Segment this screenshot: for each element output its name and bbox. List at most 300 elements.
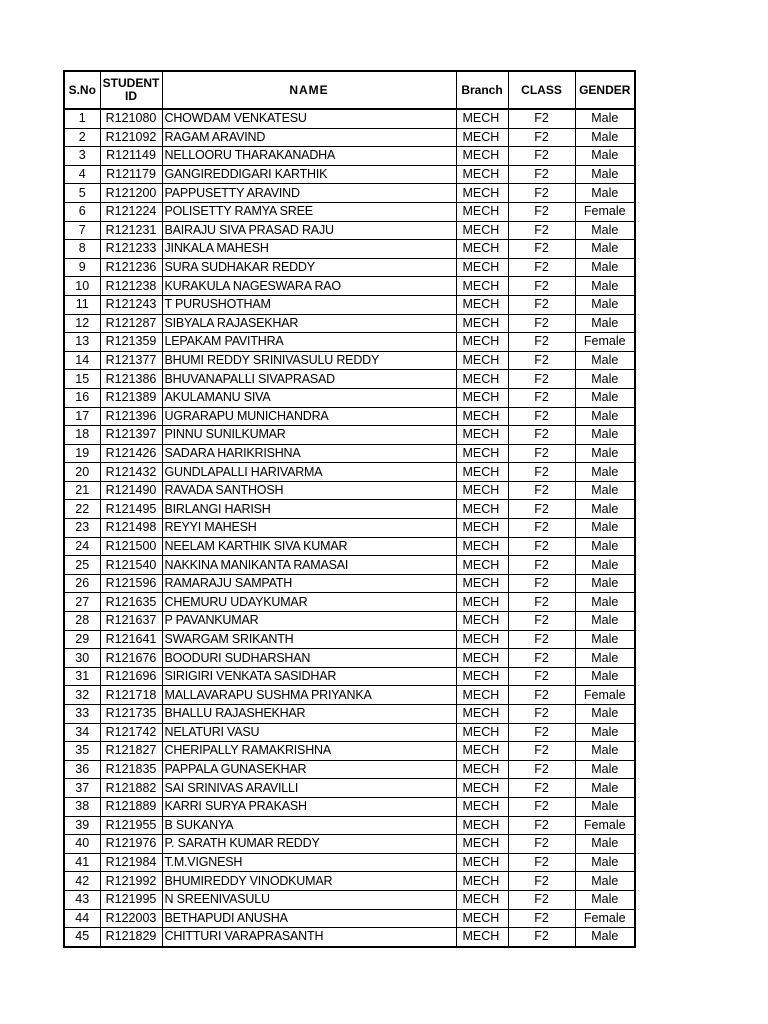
student-list-table xyxy=(63,70,636,948)
cell-student-id: R121742 xyxy=(100,723,162,742)
cell-student-id: R121377 xyxy=(100,351,162,370)
cell-gender: Male xyxy=(575,890,635,909)
cell-name: BETHAPUDI ANUSHA xyxy=(162,909,456,928)
cell-student-id: R121490 xyxy=(100,481,162,500)
cell-sno: 6 xyxy=(64,202,100,221)
cell-class: F2 xyxy=(508,686,575,705)
cell-gender: Male xyxy=(575,165,635,184)
cell-branch: MECH xyxy=(456,556,508,575)
cell-class: F2 xyxy=(508,165,575,184)
cell-gender: Male xyxy=(575,556,635,575)
cell-class: F2 xyxy=(508,109,575,128)
cell-student-id: R121827 xyxy=(100,742,162,761)
cell-gender: Male xyxy=(575,593,635,612)
cell-gender: Male xyxy=(575,351,635,370)
table-row xyxy=(64,630,635,649)
cell-gender: Male xyxy=(575,630,635,649)
cell-sno: 20 xyxy=(64,463,100,482)
cell-student-id: R121080 xyxy=(100,109,162,128)
cell-sno: 39 xyxy=(64,816,100,835)
table-row xyxy=(64,742,635,761)
table-row xyxy=(64,295,635,314)
cell-sno: 3 xyxy=(64,147,100,166)
table-row xyxy=(64,909,635,928)
table-row xyxy=(64,128,635,147)
table-row xyxy=(64,667,635,686)
cell-gender: Male xyxy=(575,723,635,742)
cell-branch: MECH xyxy=(456,388,508,407)
cell-class: F2 xyxy=(508,909,575,928)
table-row xyxy=(64,890,635,909)
cell-sno: 30 xyxy=(64,649,100,668)
table-row xyxy=(64,686,635,705)
table-row xyxy=(64,537,635,556)
cell-student-id: R121641 xyxy=(100,630,162,649)
cell-class: F2 xyxy=(508,630,575,649)
cell-sno: 13 xyxy=(64,333,100,352)
cell-class: F2 xyxy=(508,519,575,538)
table-row xyxy=(64,723,635,742)
cell-student-id: R121236 xyxy=(100,258,162,277)
table-row xyxy=(64,351,635,370)
cell-class: F2 xyxy=(508,835,575,854)
cell-branch: MECH xyxy=(456,165,508,184)
table-row xyxy=(64,593,635,612)
cell-student-id: R121718 xyxy=(100,686,162,705)
cell-gender: Male xyxy=(575,872,635,891)
cell-sno: 36 xyxy=(64,760,100,779)
cell-branch: MECH xyxy=(456,574,508,593)
cell-class: F2 xyxy=(508,872,575,891)
table-row xyxy=(64,258,635,277)
cell-gender: Female xyxy=(575,686,635,705)
cell-class: F2 xyxy=(508,742,575,761)
table-row xyxy=(64,779,635,798)
cell-student-id: R121426 xyxy=(100,444,162,463)
cell-student-id: R121396 xyxy=(100,407,162,426)
cell-branch: MECH xyxy=(456,872,508,891)
cell-class: F2 xyxy=(508,760,575,779)
cell-sno: 45 xyxy=(64,928,100,947)
cell-name: BHALLU RAJASHEKHAR xyxy=(162,705,456,724)
cell-student-id: R121637 xyxy=(100,612,162,631)
cell-gender: Male xyxy=(575,109,635,128)
cell-branch: MECH xyxy=(456,686,508,705)
cell-branch: MECH xyxy=(456,649,508,668)
cell-class: F2 xyxy=(508,649,575,668)
cell-sno: 4 xyxy=(64,165,100,184)
cell-sno: 2 xyxy=(64,128,100,147)
cell-branch: MECH xyxy=(456,333,508,352)
cell-gender: Male xyxy=(575,258,635,277)
cell-class: F2 xyxy=(508,705,575,724)
cell-branch: MECH xyxy=(456,184,508,203)
cell-branch: MECH xyxy=(456,351,508,370)
cell-gender: Male xyxy=(575,742,635,761)
cell-name: T.M.VIGNESH xyxy=(162,853,456,872)
cell-sno: 32 xyxy=(64,686,100,705)
cell-student-id: R121287 xyxy=(100,314,162,333)
cell-gender: Male xyxy=(575,537,635,556)
cell-student-id: R121092 xyxy=(100,128,162,147)
cell-sno: 38 xyxy=(64,797,100,816)
cell-class: F2 xyxy=(508,426,575,445)
header-student-id: STUDENT ID xyxy=(100,71,162,109)
cell-branch: MECH xyxy=(456,779,508,798)
cell-student-id: R121498 xyxy=(100,519,162,538)
table-row xyxy=(64,333,635,352)
cell-gender: Male xyxy=(575,574,635,593)
cell-branch: MECH xyxy=(456,314,508,333)
cell-name: LEPAKAM PAVITHRA xyxy=(162,333,456,352)
cell-branch: MECH xyxy=(456,853,508,872)
cell-branch: MECH xyxy=(456,407,508,426)
table-row xyxy=(64,835,635,854)
table-row xyxy=(64,705,635,724)
cell-class: F2 xyxy=(508,593,575,612)
cell-branch: MECH xyxy=(456,816,508,835)
cell-class: F2 xyxy=(508,184,575,203)
cell-name: PAPPALA GUNASEKHAR xyxy=(162,760,456,779)
cell-class: F2 xyxy=(508,314,575,333)
cell-name: UGRARAPU MUNICHANDRA xyxy=(162,407,456,426)
cell-student-id: R122003 xyxy=(100,909,162,928)
cell-branch: MECH xyxy=(456,835,508,854)
cell-branch: MECH xyxy=(456,500,508,519)
cell-branch: MECH xyxy=(456,890,508,909)
cell-name: RAGAM ARAVIND xyxy=(162,128,456,147)
cell-name: JINKALA MAHESH xyxy=(162,240,456,259)
table-row xyxy=(64,407,635,426)
cell-student-id: R121976 xyxy=(100,835,162,854)
cell-class: F2 xyxy=(508,444,575,463)
cell-student-id: R121432 xyxy=(100,463,162,482)
cell-sno: 8 xyxy=(64,240,100,259)
cell-gender: Male xyxy=(575,147,635,166)
cell-name: PINNU SUNILKUMAR xyxy=(162,426,456,445)
cell-sno: 21 xyxy=(64,481,100,500)
cell-sno: 18 xyxy=(64,426,100,445)
cell-branch: MECH xyxy=(456,463,508,482)
cell-gender: Male xyxy=(575,444,635,463)
cell-gender: Male xyxy=(575,240,635,259)
table-row xyxy=(64,519,635,538)
cell-class: F2 xyxy=(508,388,575,407)
cell-gender: Female xyxy=(575,816,635,835)
cell-sno: 12 xyxy=(64,314,100,333)
table-row xyxy=(64,649,635,668)
cell-student-id: R121955 xyxy=(100,816,162,835)
cell-student-id: R121995 xyxy=(100,890,162,909)
cell-class: F2 xyxy=(508,351,575,370)
cell-branch: MECH xyxy=(456,295,508,314)
cell-gender: Male xyxy=(575,277,635,296)
cell-class: F2 xyxy=(508,147,575,166)
cell-class: F2 xyxy=(508,258,575,277)
cell-sno: 43 xyxy=(64,890,100,909)
header-gender: GENDER xyxy=(575,71,635,109)
cell-gender: Male xyxy=(575,760,635,779)
cell-class: F2 xyxy=(508,928,575,947)
cell-name: GUNDLAPALLI HARIVARMA xyxy=(162,463,456,482)
cell-name: AKULAMANU SIVA xyxy=(162,388,456,407)
table-row xyxy=(64,481,635,500)
cell-class: F2 xyxy=(508,277,575,296)
cell-student-id: R121992 xyxy=(100,872,162,891)
cell-branch: MECH xyxy=(456,909,508,928)
cell-branch: MECH xyxy=(456,705,508,724)
cell-gender: Male xyxy=(575,184,635,203)
cell-gender: Male xyxy=(575,649,635,668)
cell-branch: MECH xyxy=(456,147,508,166)
cell-student-id: R121243 xyxy=(100,295,162,314)
cell-class: F2 xyxy=(508,537,575,556)
cell-branch: MECH xyxy=(456,128,508,147)
cell-branch: MECH xyxy=(456,370,508,389)
cell-student-id: R121149 xyxy=(100,147,162,166)
cell-class: F2 xyxy=(508,221,575,240)
cell-gender: Male xyxy=(575,853,635,872)
cell-sno: 31 xyxy=(64,667,100,686)
cell-class: F2 xyxy=(508,723,575,742)
cell-gender: Male xyxy=(575,295,635,314)
cell-name: PAPPUSETTY ARAVIND xyxy=(162,184,456,203)
cell-class: F2 xyxy=(508,816,575,835)
cell-sno: 9 xyxy=(64,258,100,277)
cell-branch: MECH xyxy=(456,742,508,761)
cell-gender: Male xyxy=(575,519,635,538)
cell-sno: 34 xyxy=(64,723,100,742)
cell-sno: 5 xyxy=(64,184,100,203)
cell-name: POLISETTY RAMYA SREE xyxy=(162,202,456,221)
cell-name: MALLAVARAPU SUSHMA PRIYANKA xyxy=(162,686,456,705)
cell-name: BHUMI REDDY SRINIVASULU REDDY xyxy=(162,351,456,370)
cell-class: F2 xyxy=(508,370,575,389)
cell-name: REYYI MAHESH xyxy=(162,519,456,538)
header-row xyxy=(64,71,635,109)
cell-class: F2 xyxy=(508,890,575,909)
cell-class: F2 xyxy=(508,463,575,482)
cell-name: N SREENIVASULU xyxy=(162,890,456,909)
cell-student-id: R121596 xyxy=(100,574,162,593)
cell-branch: MECH xyxy=(456,202,508,221)
cell-name: T PURUSHOTHAM xyxy=(162,295,456,314)
cell-name: SADARA HARIKRISHNA xyxy=(162,444,456,463)
cell-name: RAVADA SANTHOSH xyxy=(162,481,456,500)
table-row xyxy=(64,853,635,872)
cell-sno: 7 xyxy=(64,221,100,240)
cell-name: CHERIPALLY RAMAKRISHNA xyxy=(162,742,456,761)
cell-sno: 11 xyxy=(64,295,100,314)
cell-name: KARRI SURYA PRAKASH xyxy=(162,797,456,816)
cell-gender: Male xyxy=(575,797,635,816)
table-row xyxy=(64,444,635,463)
cell-branch: MECH xyxy=(456,221,508,240)
cell-gender: Male xyxy=(575,612,635,631)
cell-student-id: R121635 xyxy=(100,593,162,612)
header-branch: Branch xyxy=(456,71,508,109)
cell-sno: 26 xyxy=(64,574,100,593)
cell-gender: Male xyxy=(575,426,635,445)
table-row xyxy=(64,277,635,296)
cell-branch: MECH xyxy=(456,797,508,816)
cell-gender: Male xyxy=(575,463,635,482)
cell-branch: MECH xyxy=(456,519,508,538)
cell-name: SAI SRINIVAS ARAVILLI xyxy=(162,779,456,798)
table-row xyxy=(64,109,635,128)
cell-branch: MECH xyxy=(456,258,508,277)
cell-sno: 19 xyxy=(64,444,100,463)
cell-class: F2 xyxy=(508,797,575,816)
cell-student-id: R121882 xyxy=(100,779,162,798)
cell-student-id: R121696 xyxy=(100,667,162,686)
header-class: CLASS xyxy=(508,71,575,109)
cell-name: NEELAM KARTHIK SIVA KUMAR xyxy=(162,537,456,556)
table-row xyxy=(64,928,635,947)
table-row xyxy=(64,370,635,389)
cell-branch: MECH xyxy=(456,240,508,259)
cell-student-id: R121984 xyxy=(100,853,162,872)
table-row xyxy=(64,147,635,166)
cell-branch: MECH xyxy=(456,444,508,463)
cell-student-id: R121500 xyxy=(100,537,162,556)
table-row xyxy=(64,202,635,221)
cell-name: NELLOORU THARAKANADHA xyxy=(162,147,456,166)
cell-name: RAMARAJU SAMPATH xyxy=(162,574,456,593)
cell-name: NAKKINA MANIKANTA RAMASAI xyxy=(162,556,456,575)
table-row xyxy=(64,388,635,407)
cell-student-id: R121359 xyxy=(100,333,162,352)
cell-sno: 41 xyxy=(64,853,100,872)
cell-sno: 42 xyxy=(64,872,100,891)
cell-name: SIBYALA RAJASEKHAR xyxy=(162,314,456,333)
table-row xyxy=(64,314,635,333)
cell-sno: 14 xyxy=(64,351,100,370)
table-header xyxy=(64,71,635,109)
cell-sno: 25 xyxy=(64,556,100,575)
cell-student-id: R121179 xyxy=(100,165,162,184)
cell-branch: MECH xyxy=(456,630,508,649)
cell-student-id: R121540 xyxy=(100,556,162,575)
cell-name: BHUVANAPALLI SIVAPRASAD xyxy=(162,370,456,389)
cell-student-id: R121495 xyxy=(100,500,162,519)
cell-sno: 23 xyxy=(64,519,100,538)
cell-student-id: R121735 xyxy=(100,705,162,724)
cell-branch: MECH xyxy=(456,723,508,742)
cell-name: BOODURI SUDHARSHAN xyxy=(162,649,456,668)
table-row xyxy=(64,463,635,482)
cell-class: F2 xyxy=(508,612,575,631)
cell-class: F2 xyxy=(508,333,575,352)
cell-gender: Male xyxy=(575,705,635,724)
cell-branch: MECH xyxy=(456,481,508,500)
cell-student-id: R121889 xyxy=(100,797,162,816)
cell-branch: MECH xyxy=(456,612,508,631)
cell-gender: Male xyxy=(575,667,635,686)
cell-gender: Female xyxy=(575,909,635,928)
cell-student-id: R121238 xyxy=(100,277,162,296)
cell-class: F2 xyxy=(508,574,575,593)
cell-student-id: R121835 xyxy=(100,760,162,779)
cell-sno: 28 xyxy=(64,612,100,631)
cell-sno: 17 xyxy=(64,407,100,426)
cell-name: P PAVANKUMAR xyxy=(162,612,456,631)
table-row xyxy=(64,872,635,891)
cell-sno: 37 xyxy=(64,779,100,798)
cell-name: P. SARATH KUMAR REDDY xyxy=(162,835,456,854)
cell-gender: Female xyxy=(575,333,635,352)
cell-gender: Male xyxy=(575,314,635,333)
cell-name: B SUKANYA xyxy=(162,816,456,835)
table-row xyxy=(64,574,635,593)
cell-gender: Male xyxy=(575,779,635,798)
cell-class: F2 xyxy=(508,500,575,519)
cell-sno: 29 xyxy=(64,630,100,649)
table-row xyxy=(64,165,635,184)
cell-name: GANGIREDDIGARI KARTHIK xyxy=(162,165,456,184)
cell-branch: MECH xyxy=(456,593,508,612)
cell-sno: 27 xyxy=(64,593,100,612)
cell-student-id: R121224 xyxy=(100,202,162,221)
cell-gender: Female xyxy=(575,202,635,221)
cell-student-id: R121829 xyxy=(100,928,162,947)
table-row xyxy=(64,816,635,835)
cell-student-id: R121389 xyxy=(100,388,162,407)
cell-branch: MECH xyxy=(456,667,508,686)
cell-gender: Male xyxy=(575,221,635,240)
cell-name: CHOWDAM VENKATESU xyxy=(162,109,456,128)
cell-class: F2 xyxy=(508,556,575,575)
table-row xyxy=(64,556,635,575)
cell-name: BIRLANGI HARISH xyxy=(162,500,456,519)
cell-name: BHUMIREDDY VINODKUMAR xyxy=(162,872,456,891)
table-row xyxy=(64,221,635,240)
header-name: NAME xyxy=(162,71,456,109)
table-row xyxy=(64,240,635,259)
cell-sno: 15 xyxy=(64,370,100,389)
cell-gender: Male xyxy=(575,500,635,519)
cell-name: BAIRAJU SIVA PRASAD RAJU xyxy=(162,221,456,240)
table-row xyxy=(64,426,635,445)
cell-sno: 10 xyxy=(64,277,100,296)
cell-gender: Male xyxy=(575,835,635,854)
cell-gender: Male xyxy=(575,481,635,500)
cell-class: F2 xyxy=(508,240,575,259)
cell-gender: Male xyxy=(575,407,635,426)
table-row xyxy=(64,500,635,519)
cell-class: F2 xyxy=(508,779,575,798)
cell-branch: MECH xyxy=(456,109,508,128)
cell-student-id: R121397 xyxy=(100,426,162,445)
cell-name: SURA SUDHAKAR REDDY xyxy=(162,258,456,277)
cell-student-id: R121233 xyxy=(100,240,162,259)
cell-name: KURAKULA NAGESWARA RAO xyxy=(162,277,456,296)
cell-branch: MECH xyxy=(456,277,508,296)
cell-gender: Male xyxy=(575,128,635,147)
cell-sno: 22 xyxy=(64,500,100,519)
cell-class: F2 xyxy=(508,407,575,426)
cell-branch: MECH xyxy=(456,760,508,779)
cell-branch: MECH xyxy=(456,537,508,556)
cell-sno: 1 xyxy=(64,109,100,128)
cell-sno: 33 xyxy=(64,705,100,724)
cell-sno: 44 xyxy=(64,909,100,928)
cell-name: CHEMURU UDAYKUMAR xyxy=(162,593,456,612)
cell-gender: Male xyxy=(575,388,635,407)
table-row xyxy=(64,612,635,631)
table-row xyxy=(64,760,635,779)
cell-sno: 24 xyxy=(64,537,100,556)
